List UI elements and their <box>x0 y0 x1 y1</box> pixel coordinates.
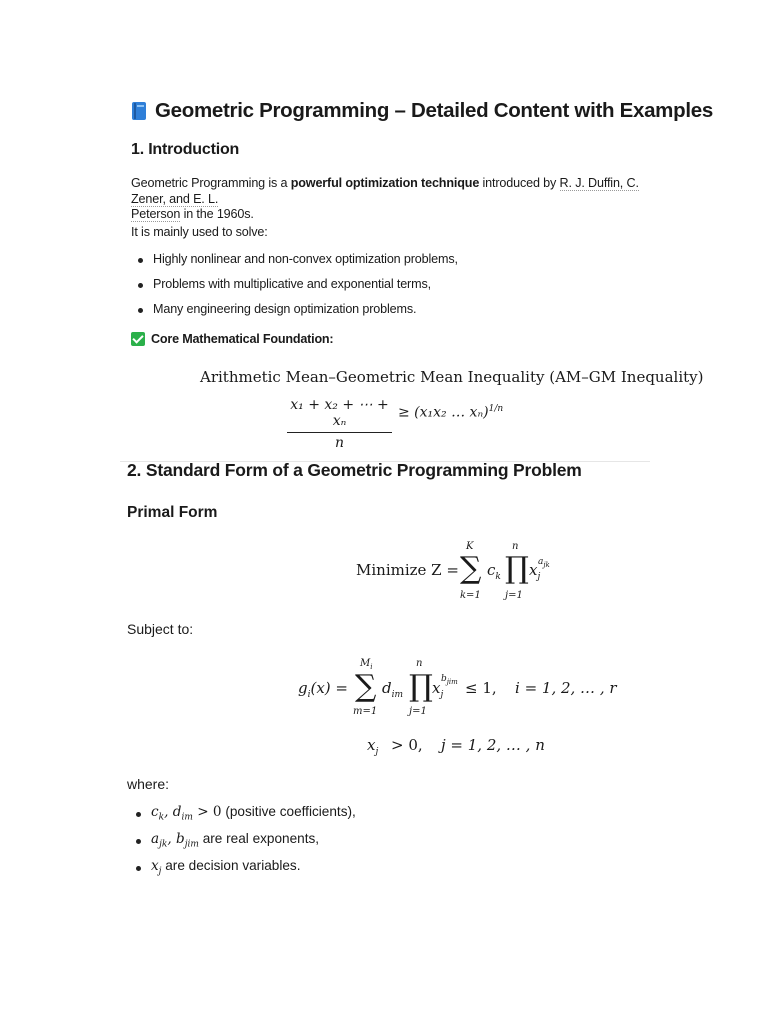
list-item <box>131 831 356 858</box>
sum2-upper-letter: M <box>360 658 371 669</box>
list-item: Problems with multiplicative and exponential terms, <box>133 276 458 301</box>
item-math-sub: jk <box>159 839 168 850</box>
amgm-rhs-expr: ≥ (x₁x₂ … xₙ) <box>398 404 489 421</box>
coef-d-sub: im <box>391 690 404 700</box>
sum-symbol: ∑ <box>460 551 482 586</box>
intro-heading: 1. Introduction <box>131 141 240 158</box>
page-title: Geometric Programming – Detailed Content with Examples <box>155 99 713 122</box>
item-math-sub: k <box>158 812 165 823</box>
var-x-letter: x <box>529 561 538 579</box>
sum2-lower: m=1 <box>353 706 378 717</box>
var-x-exponent <box>538 557 550 569</box>
coef-c <box>487 561 501 582</box>
amgm-fraction <box>287 397 392 451</box>
coef-c-letter: c <box>487 561 496 579</box>
nonneg-var <box>367 736 378 757</box>
primal-form-heading: Primal Form <box>127 504 218 521</box>
amgm-numerator: x₁ + x₂ + ⋯ + xₙ <box>287 397 392 433</box>
item-math: a <box>151 831 160 847</box>
exp-b-sub: jim <box>446 677 458 686</box>
exp-b: b <box>441 674 447 684</box>
item-math2-sub: jim <box>184 839 199 850</box>
where-label: where: <box>127 776 170 792</box>
intro-text-end: in the 1960s. <box>180 207 254 221</box>
nonneg-relation: > 0, <box>391 736 423 754</box>
checkmark-icon <box>131 332 145 346</box>
item-math3: > 0 <box>192 804 222 820</box>
g-arg: (x) = <box>310 679 348 697</box>
prod2-lower: j=1 <box>409 706 427 717</box>
intro-names-link-2[interactable]: Peterson <box>131 207 181 221</box>
amgm-exponent: 1/n <box>488 404 504 414</box>
intro-names-link[interactable]: R. J. Duffin, C. Zener, and E. L. <box>131 176 639 206</box>
item-math: x <box>151 858 159 874</box>
amgm-denominator: n <box>334 435 345 451</box>
var-x2-sub: j <box>440 690 444 700</box>
nonneg-range: j = 1, 2, … , n <box>441 736 545 754</box>
exp-a-sub: jk <box>543 560 550 569</box>
book-icon <box>131 101 147 121</box>
standard-form-heading: 2. Standard Form of a Geometric Programming Problem <box>127 460 582 480</box>
item-text: are decision variables. <box>161 858 301 873</box>
item-math-sub: j <box>158 866 162 877</box>
coef-d-letter: d <box>382 679 392 697</box>
item-math: c <box>151 804 159 820</box>
core-foundation-row <box>131 332 333 346</box>
g-letter: g <box>298 679 308 697</box>
subject-to-label: Subject to: <box>127 621 194 637</box>
minimize-label: Minimize Z = <box>356 561 459 579</box>
item-math2: , d <box>164 804 182 820</box>
nonneg-letter: x <box>367 736 376 754</box>
item-math2: , b <box>167 831 185 847</box>
amgm-title: Arithmetic Mean–Geometric Mean Inequality (AM–GM Inequality) <box>200 368 704 386</box>
var-x-sub: j <box>537 572 541 582</box>
constraint-rhs: ≤ 1, <box>465 679 497 697</box>
sum-symbol-2: ∑ <box>355 669 377 704</box>
list-item <box>131 858 356 885</box>
constraint-range: i = 1, 2, … , r <box>515 679 617 697</box>
item-text: (positive coefficients), <box>221 804 356 819</box>
intro-text-mid: introduced by <box>479 176 560 190</box>
amgm-rhs <box>398 404 503 421</box>
list-item <box>131 804 356 831</box>
exp-a: a <box>538 557 544 567</box>
sum1-upper: K <box>466 541 474 552</box>
prod1-upper: n <box>512 541 519 552</box>
where-bullet-list <box>131 804 356 885</box>
coef-c-sub: k <box>495 572 501 582</box>
nonneg-sub: j <box>375 747 379 757</box>
intro-text-bold: powerful optimization technique <box>290 176 480 190</box>
var-x2-letter: x <box>432 679 441 697</box>
prod1-lower: j=1 <box>505 590 523 601</box>
constraint-lhs <box>298 679 348 700</box>
item-text: are real exponents, <box>198 831 320 846</box>
coef-d <box>382 679 403 700</box>
intro-text-pre: Geometric Programming is a <box>131 176 291 190</box>
sum1-lower: k=1 <box>460 590 481 601</box>
title-row <box>131 96 713 126</box>
product-symbol: ∏ <box>505 551 529 586</box>
mainly-used-text: It is mainly used to solve: <box>131 225 268 239</box>
prod2-upper: n <box>416 658 423 669</box>
sum2-upper-sub: i <box>370 663 373 671</box>
var-x2-exponent <box>441 674 458 686</box>
product-symbol-2: ∏ <box>409 669 433 704</box>
list-item: Many engineering design optimization problems. <box>133 301 458 326</box>
core-foundation-label: Core Mathematical Foundation: <box>151 332 334 346</box>
intro-bullet-list <box>133 251 458 326</box>
list-item: Highly nonlinear and non-convex optimization problems, <box>133 251 458 276</box>
g-sub: i <box>307 690 311 700</box>
item-math2-sub: im <box>181 812 193 823</box>
